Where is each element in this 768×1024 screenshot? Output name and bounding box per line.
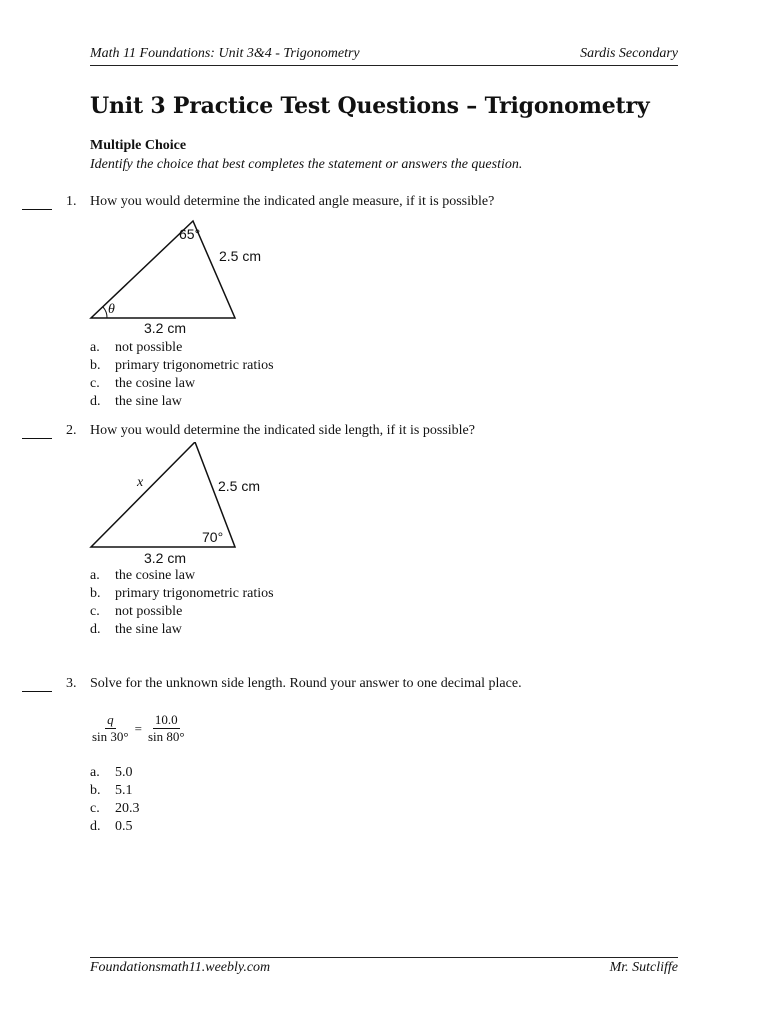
choice-text: primary trigonometric ratios bbox=[115, 358, 274, 373]
choice-text: the sine law bbox=[115, 394, 182, 409]
angle-label-2: 70° bbox=[202, 529, 224, 545]
choice-item[interactable] bbox=[90, 800, 140, 818]
side-label-bottom-1: 3.2 cm bbox=[144, 320, 187, 336]
choice-text: 0.5 bbox=[115, 819, 133, 834]
choice-item[interactable] bbox=[90, 375, 274, 393]
choice-item[interactable] bbox=[90, 357, 274, 375]
choice-text: not possible bbox=[115, 604, 183, 619]
choice-item[interactable] bbox=[90, 782, 140, 800]
triangle-figure-1 bbox=[88, 216, 348, 338]
choice-item[interactable] bbox=[90, 818, 140, 836]
choice-letter: b. bbox=[90, 586, 101, 601]
choice-item[interactable] bbox=[90, 603, 274, 621]
fraction-left bbox=[90, 712, 131, 745]
choice-item[interactable] bbox=[90, 393, 274, 411]
choice-text: 5.1 bbox=[115, 783, 133, 798]
choice-list-3 bbox=[90, 764, 140, 836]
header-divider bbox=[90, 65, 678, 66]
footer-website: Foundationsmath11.weebly.com bbox=[90, 960, 271, 975]
section-heading: Multiple Choice bbox=[90, 138, 187, 153]
choice-letter: b. bbox=[90, 783, 101, 798]
angle-label-1: 65° bbox=[179, 226, 201, 242]
page-title: Unit 3 Practice Test Questions – Trigonometry bbox=[90, 93, 650, 119]
choice-text: the cosine law bbox=[115, 376, 196, 391]
choice-letter: d. bbox=[90, 394, 101, 409]
choice-item[interactable] bbox=[90, 621, 274, 639]
choice-text: the cosine law bbox=[115, 568, 196, 583]
question-number-3: 3. bbox=[66, 676, 77, 691]
footer-teacher: Mr. Sutcliffe bbox=[609, 960, 678, 975]
numerator-left: q bbox=[107, 712, 114, 727]
choice-letter: b. bbox=[90, 358, 101, 373]
sine-law-formula bbox=[90, 712, 187, 745]
choice-letter: c. bbox=[90, 604, 100, 619]
section-instructions: Identify the choice that best completes the statement or answers the question. bbox=[90, 157, 523, 172]
choice-text: 20.3 bbox=[115, 801, 140, 816]
triangle-figure-2 bbox=[88, 442, 348, 570]
choice-list-1 bbox=[90, 339, 274, 411]
side-label-bottom-2: 3.2 cm bbox=[144, 550, 187, 566]
choice-text: 5.0 bbox=[115, 765, 133, 780]
choice-letter: a. bbox=[90, 765, 100, 780]
equals-sign: = bbox=[134, 720, 142, 736]
choice-item[interactable] bbox=[90, 339, 274, 357]
choice-letter: a. bbox=[90, 568, 100, 583]
question-number-2: 2. bbox=[66, 423, 77, 438]
choice-letter: d. bbox=[90, 622, 101, 637]
footer-divider bbox=[90, 957, 678, 958]
question-text-1: How you would determine the indicated angle measure, if it is possible? bbox=[90, 194, 495, 209]
choice-item[interactable] bbox=[90, 567, 274, 585]
unknown-label-2: x bbox=[137, 475, 144, 490]
numerator-right: 10.0 bbox=[154, 712, 178, 727]
choice-letter: c. bbox=[90, 376, 100, 391]
angle-arc-1 bbox=[103, 307, 107, 318]
choice-text: primary trigonometric ratios bbox=[115, 586, 274, 601]
question-text-3: Solve for the unknown side length. Round your answer to one decimal place. bbox=[90, 676, 522, 691]
side-label-right-2: 2.5 cm bbox=[218, 478, 261, 494]
answer-blank-3[interactable] bbox=[22, 677, 52, 692]
denominator-right: sin 80° bbox=[147, 729, 185, 744]
choice-text: not possible bbox=[115, 340, 183, 355]
choice-item[interactable] bbox=[90, 585, 274, 603]
question-text-2: How you would determine the indicated side length, if it is possible? bbox=[90, 423, 475, 438]
question-number-1: 1. bbox=[66, 194, 77, 209]
header-course: Math 11 Foundations: Unit 3&4 - Trigonometry bbox=[90, 46, 360, 61]
header-school: Sardis Secondary bbox=[580, 46, 678, 61]
choice-letter: a. bbox=[90, 340, 100, 355]
choice-letter: c. bbox=[90, 801, 100, 816]
answer-blank-1[interactable] bbox=[22, 195, 52, 210]
answer-blank-2[interactable] bbox=[22, 424, 52, 439]
choice-letter: d. bbox=[90, 819, 101, 834]
side-label-right-1: 2.5 cm bbox=[219, 248, 262, 264]
choice-item[interactable] bbox=[90, 764, 140, 782]
choice-list-2 bbox=[90, 567, 274, 639]
fraction-right bbox=[146, 712, 187, 745]
denominator-left: sin 30° bbox=[92, 729, 129, 744]
unknown-label-1: θ bbox=[108, 302, 115, 317]
choice-text: the sine law bbox=[115, 622, 182, 637]
